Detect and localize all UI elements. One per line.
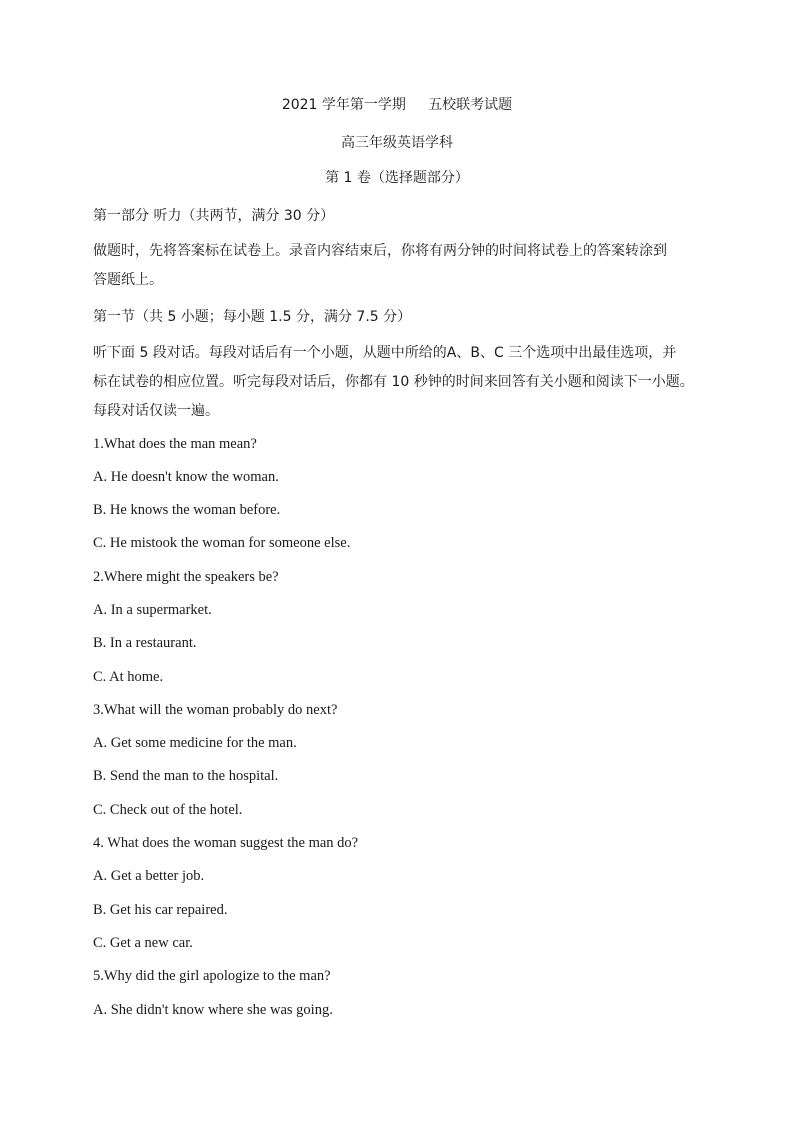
section1-directions-line1: 听下面 5 段对话。每段对话后有一个小题，从题中所给的A、B、C 三个选项中出最佳选项，并 [93, 345, 677, 361]
section1-directions-line3: 每段对话仅读一遍。 [93, 403, 219, 419]
question-1-option-a: A. He doesn't know the woman. [93, 469, 279, 485]
part1-instructions-line2: 答题纸上。 [93, 272, 163, 288]
question-2: 2.Where might the speakers be? [93, 569, 279, 585]
section1-heading: 第一节（共 5 小题；每小题 1.5 分，满分 7.5 分） [93, 309, 412, 325]
question-1-option-c: C. He mistook the woman for someone else. [93, 535, 351, 551]
question-3-option-a: A. Get some medicine for the man. [93, 735, 297, 751]
question-4-option-c: C. Get a new car. [93, 935, 193, 951]
volume-title: 第 1 卷（选择题部分） [325, 170, 469, 186]
question-2-option-c: C. At home. [93, 669, 164, 685]
question-4: 4. What does the woman suggest the man do? [93, 835, 359, 851]
exam-title: 2021 学年第一学期 五校联考试题 [281, 97, 513, 113]
question-3-option-b: B. Send the man to the hospital. [93, 768, 279, 784]
question-5-option-a: A. She didn't know where she was going. [93, 1002, 333, 1018]
question-3-option-c: C. Check out of the hotel. [93, 802, 243, 818]
question-4-option-a: A. Get a better job. [93, 868, 205, 884]
grade-subject-title: 高三年级英语学科 [341, 135, 453, 151]
question-5: 5.Why did the girl apologize to the man? [93, 968, 331, 984]
question-1-option-b: B. He knows the woman before. [93, 502, 281, 518]
part1-heading: 第一部分 听力（共两节，满分 30 分） [93, 208, 335, 224]
question-2-option-a: A. In a supermarket. [93, 602, 212, 618]
question-4-option-b: B. Get his car repaired. [93, 902, 228, 918]
section1-directions-line2: 标在试卷的相应位置。听完每段对话后，你都有 10 秒钟的时间来回答有关小题和阅读下一小题。 [93, 374, 694, 390]
question-2-option-b: B. In a restaurant. [93, 635, 197, 651]
part1-instructions-line1: 做题时，先将答案标在试卷上。录音内容结束后，你将有两分钟的时间将试卷上的答案转涂到 [93, 243, 667, 259]
question-3: 3.What will the woman probably do next? [93, 702, 338, 718]
question-1: 1.What does the man mean? [93, 436, 257, 452]
